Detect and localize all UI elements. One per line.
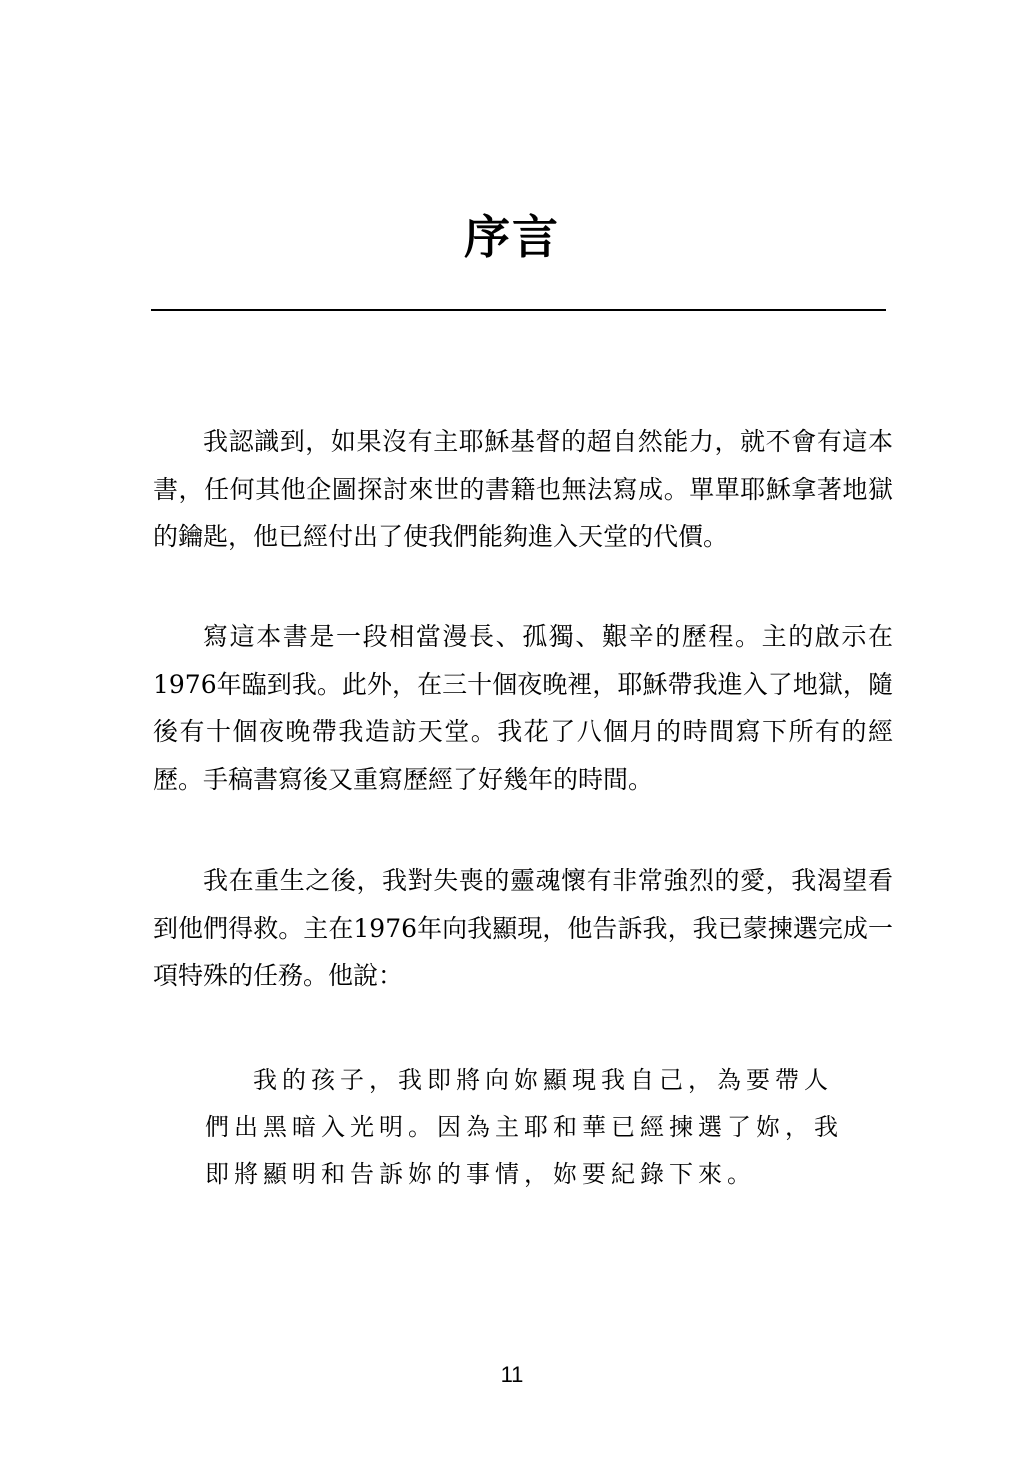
block-quote: 我的孩子，我即將向妳顯現我自己，為要帶人們出黑暗入光明。因為主耶和華已經揀選了妳，我即將顯明和告訴妳的事情，妳要紀錄下來。 (205, 1066, 843, 1188)
page-number: 11 (500, 1362, 524, 1387)
page-title: 序言 (464, 210, 560, 264)
paragraph-3: 我在重生之後，我對失喪的靈魂懷有非常強烈的愛，我渴望看到他們得救。主在1976年向我顯現，他告訴我，我已蒙揀選完成一項特殊的任務。他說： (153, 866, 893, 990)
paragraph-1: 我認識到，如果沒有主耶穌基督的超自然能力，就不會有這本書，任何其他企圖探討來世的書籍也無法寫成。單單耶穌拿著地獄的鑰匙，他已經付出了使我們能夠進入天堂的代價。 (153, 427, 893, 551)
paragraph-2: 寫這本書是一段相當漫長、孤獨、艱辛的歷程。主的啟示在1976年臨到我。此外，在三十個夜晚裡，耶穌帶我進入了地獄，隨後有十個夜晚帶我造訪天堂。我花了八個月的時間寫下所有的經歷。手稿書寫後又重寫歷經了好幾年的時間。 (153, 622, 893, 794)
title-divider (151, 309, 886, 311)
